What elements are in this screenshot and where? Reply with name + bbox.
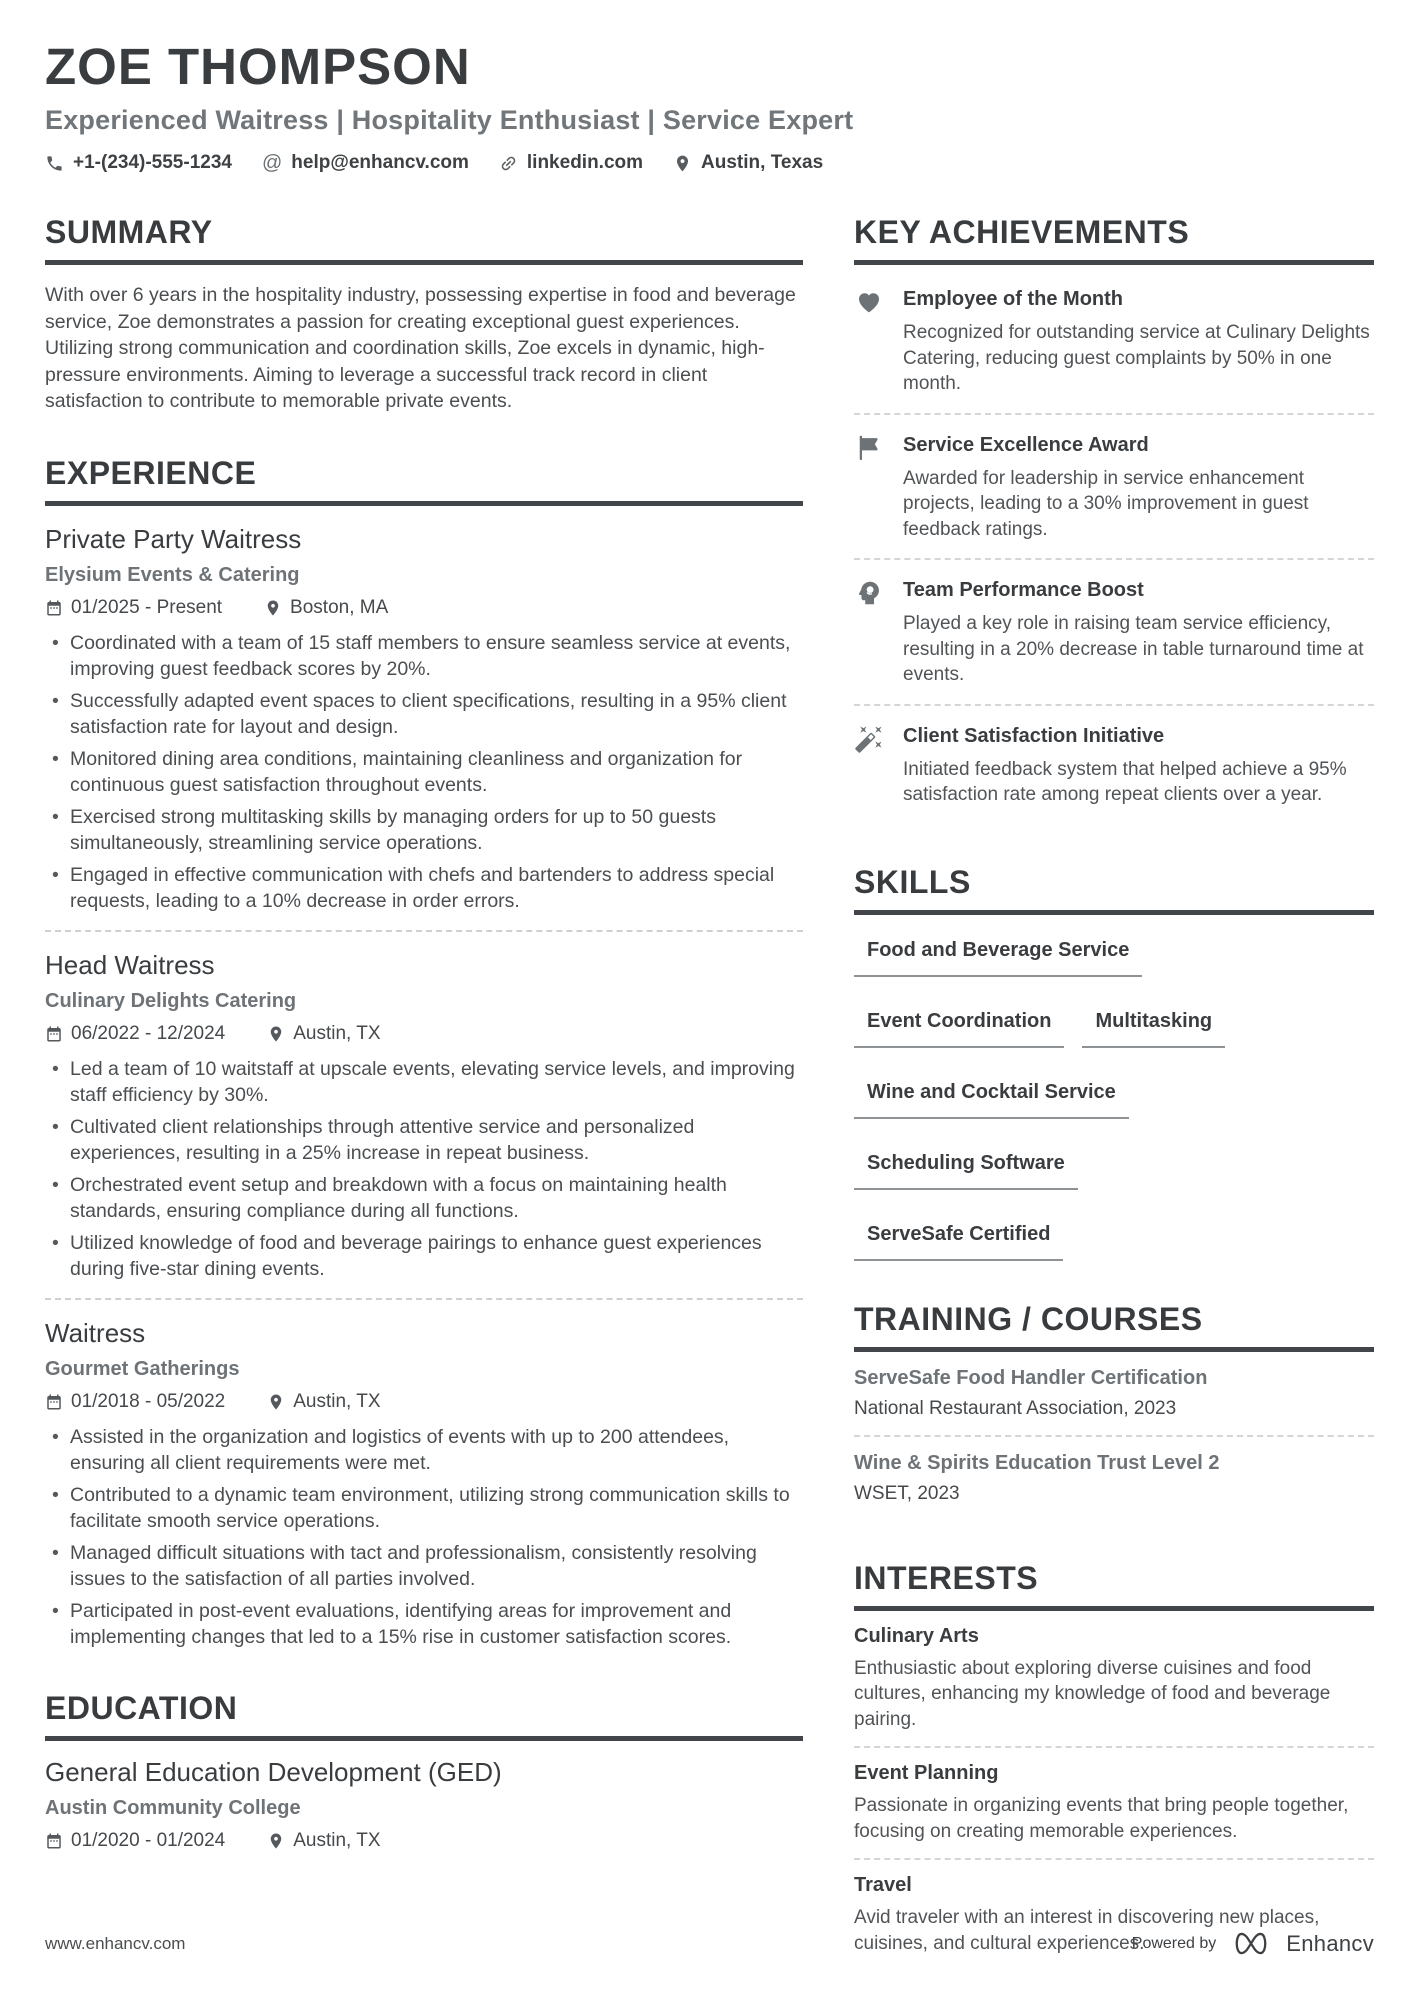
page-footer <box>45 1930 1374 1957</box>
education-school: Austin Community College <box>45 1796 301 1819</box>
experience-entry <box>45 932 803 1300</box>
candidate-name: ZOE THOMPSON <box>45 38 471 95</box>
experience-section <box>45 455 803 1650</box>
job-bullet: • Managed difficult situations with tact and professionalism, consistently resolving issues to the satisfaction of all parties involved. <box>45 1540 803 1592</box>
skills-section <box>854 864 1374 1261</box>
interest-item <box>854 1611 1374 1747</box>
location-icon <box>267 1393 285 1411</box>
job-location-text: Austin, TX <box>293 1390 381 1412</box>
skills-row <box>854 1010 1374 1048</box>
course-item <box>854 1437 1374 1520</box>
interest-text: Enthusiastic about exploring diverse cuisines and food cultures, enhancing my knowledge of food and beverage pairing. <box>854 1657 1331 1730</box>
job-dates-text: 01/2018 - 05/2022 <box>71 1390 226 1412</box>
experience-entry <box>45 506 803 932</box>
job-location <box>264 597 388 619</box>
enhancv-logo-icon <box>1228 1930 1274 1957</box>
contact-email[interactable] <box>262 152 469 174</box>
achievement-title: Employee of the Month <box>903 288 1123 311</box>
job-bullet: • Coordinated with a team of 15 staff members to ensure seamless service at events, improving guest feedback scores by 20%. <box>45 630 803 682</box>
right-column <box>854 214 1374 1995</box>
interests-section <box>854 1560 1374 1971</box>
footer-website: www.enhancv.com <box>45 1933 186 1953</box>
achievements-heading: KEY ACHIEVEMENTS <box>854 214 1374 265</box>
education-dates <box>45 1830 225 1852</box>
skills-row <box>854 939 1374 977</box>
skills-row <box>854 1152 1374 1190</box>
experience-heading: EXPERIENCE <box>45 455 803 506</box>
job-bullet: • Engaged in effective communication with chefs and bartenders to address special requests, leading to a 10% decrease in order errors. <box>45 862 803 914</box>
wand-icon <box>854 722 886 808</box>
interests-heading: INTERESTS <box>854 1560 1374 1611</box>
job-bullet: • Led a team of 10 waitstaff at upscale events, elevating service levels, and improving staff efficiency by 30%. <box>45 1056 803 1108</box>
job-bullet: • Orchestrated event setup and breakdown with a focus on maintaining health standards, ensuring compliance during all functions. <box>45 1172 803 1224</box>
summary-text: With over 6 years in the hospitality industry, possessing expertise in food and beverage service, Zoe demonstrates a passion for creating exceptional guest experiences. Utilizing strong communication and coordination skills, Zoe excels in dynamic, high-pressure environments. Aiming to leverage a successful track record in client satisfaction to contribute to memorable private events. <box>45 284 796 413</box>
job-dates <box>45 1391 225 1413</box>
job-dates <box>45 597 222 619</box>
job-company: Elysium Events & Catering <box>45 563 300 586</box>
location-icon <box>267 1025 285 1043</box>
training-heading: TRAINING / COURSES <box>854 1301 1374 1352</box>
interest-item <box>854 1748 1374 1858</box>
skills-row <box>854 1081 1374 1119</box>
training-section <box>854 1301 1374 1520</box>
job-bullets <box>45 1424 803 1650</box>
course-item <box>854 1352 1374 1435</box>
contact-linkedin[interactable] <box>499 152 643 174</box>
candidate-headline: Experienced Waitress | Hospitality Enthusiast | Service Expert <box>45 105 854 136</box>
location-icon <box>673 154 692 173</box>
skills-list <box>854 915 1374 1261</box>
achievement-text: Awarded for leadership in service enhancement projects, leading to a 30% improvement in guest feedback ratings. <box>903 467 1309 540</box>
calendar-icon <box>45 599 63 617</box>
job-dates-text: 01/2025 - Present <box>71 596 223 618</box>
powered-by-label: Powered by <box>1131 1934 1217 1952</box>
achievement-text: Played a key role in raising team service efficiency, resulting in a 20% decrease in table turnaround time at events. <box>903 613 1364 686</box>
heart-icon <box>854 285 886 397</box>
achievement-title: Client Satisfaction Initiative <box>903 724 1165 747</box>
job-bullet: • Exercised strong multitasking skills by managing orders for up to 50 guests simultaneously, streamlining service operations. <box>45 804 803 856</box>
skill-item: Event Coordination <box>854 1010 1064 1048</box>
head-icon <box>854 576 886 688</box>
job-meta <box>45 1023 803 1045</box>
job-location <box>267 1391 380 1413</box>
job-bullet: • Participated in post-event evaluations, identifying areas for improvement and implementing changes that led to a 15% rise in customer satisfaction scores. <box>45 1598 803 1650</box>
skill-item: Food and Beverage Service <box>854 939 1142 977</box>
achievement-text: Initiated feedback system that helped achieve a 95% satisfaction rate among repeat clients over a year. <box>903 758 1347 806</box>
job-location-text: Boston, MA <box>290 596 389 618</box>
achievement-body <box>903 722 1374 808</box>
job-bullet: • Assisted in the organization and logistics of events with up to 200 attendees, ensuring all client requirements were met. <box>45 1424 803 1476</box>
interest-title: Culinary Arts <box>854 1624 979 1647</box>
skill-item: Multitasking <box>1082 1010 1225 1048</box>
achievement-item <box>854 415 1374 559</box>
contact-row <box>45 152 1374 174</box>
calendar-icon <box>45 1832 63 1850</box>
job-dates <box>45 1023 225 1045</box>
job-bullet: • Cultivated client relationships through attentive service and personalized experiences, resulting in a 25% increase in repeat business. <box>45 1114 803 1166</box>
experience-entry <box>45 1300 803 1650</box>
job-location-text: Austin, TX <box>293 1022 381 1044</box>
achievement-text: Recognized for outstanding service at Culinary Delights Catering, reducing guest complaints by 50% in one month. <box>903 322 1370 395</box>
calendar-icon <box>45 1025 63 1043</box>
education-dates-text: 01/2020 - 01/2024 <box>71 1829 226 1851</box>
skills-row <box>854 1223 1374 1261</box>
summary-heading: SUMMARY <box>45 214 803 265</box>
job-title: Waitress <box>45 1317 146 1348</box>
job-dates-text: 06/2022 - 12/2024 <box>71 1022 226 1044</box>
job-bullets <box>45 1056 803 1282</box>
achievement-item <box>854 265 1374 413</box>
left-column <box>45 214 803 1995</box>
achievement-title: Team Performance Boost <box>903 579 1144 602</box>
at-icon: @ <box>261 152 283 175</box>
achievement-body <box>903 431 1374 543</box>
job-location <box>267 1023 380 1045</box>
job-bullet: • Monitored dining area conditions, maintaining cleanliness and organization for continuous guest satisfaction throughout events. <box>45 746 803 798</box>
location-icon <box>264 599 282 617</box>
course-title: Wine & Spirits Education Trust Level 2 <box>854 1451 1220 1474</box>
enhancv-wordmark: Enhancv <box>1286 1930 1374 1956</box>
interest-text: Passionate in organizing events that bring people together, focusing on creating memorable experiences. <box>854 1795 1349 1842</box>
skills-heading: SKILLS <box>854 864 1374 915</box>
achievement-body <box>903 285 1374 397</box>
achievement-title: Service Excellence Award <box>903 433 1149 456</box>
contact-email-text: help@enhancv.com <box>291 152 469 174</box>
summary-section <box>45 214 803 415</box>
job-bullet: • Successfully adapted event spaces to client specifications, resulting in a 95% client satisfaction rate for layout and design. <box>45 688 803 740</box>
phone-icon <box>45 154 64 173</box>
powered-by-group <box>1132 1930 1374 1957</box>
education-section <box>45 1690 803 1852</box>
course-org: WSET, 2023 <box>854 1482 960 1504</box>
interest-text: Avid traveler with an interest in discovering new places, cuisines, and cultural experiences. <box>854 1907 1320 1954</box>
job-title: Head Waitress <box>45 949 215 980</box>
education-location <box>267 1830 380 1852</box>
education-location-text: Austin, TX <box>293 1829 381 1851</box>
location-icon <box>267 1832 285 1850</box>
education-degree: General Education Development (GED) <box>45 1756 502 1787</box>
link-icon <box>495 150 522 177</box>
contact-location <box>673 152 823 174</box>
job-bullet: • Contributed to a dynamic team environment, utilizing strong communication skills to facilitate smooth service operations. <box>45 1482 803 1534</box>
resume-header <box>45 38 1374 174</box>
calendar-icon <box>45 1393 63 1411</box>
interest-title: Event Planning <box>854 1762 999 1785</box>
achievement-body <box>903 576 1374 688</box>
contact-location-text: Austin, Texas <box>701 152 824 174</box>
achievement-item <box>854 560 1374 704</box>
contact-phone <box>45 152 232 174</box>
job-meta <box>45 1391 803 1413</box>
skill-item: ServeSafe Certified <box>854 1223 1063 1261</box>
job-bullets <box>45 630 803 914</box>
job-meta <box>45 597 803 619</box>
content-columns <box>45 214 1374 1995</box>
skill-item: Scheduling Software <box>854 1152 1078 1190</box>
education-meta <box>45 1830 803 1852</box>
achievement-item <box>854 706 1374 824</box>
job-company: Culinary Delights Catering <box>45 989 297 1012</box>
achievements-section <box>854 214 1374 824</box>
contact-linkedin-text: linkedin.com <box>526 152 644 174</box>
contact-phone-text: +1-(234)-555-1234 <box>73 152 232 174</box>
education-heading: EDUCATION <box>45 1690 803 1741</box>
job-title: Private Party Waitress <box>45 523 302 554</box>
skill-item: Wine and Cocktail Service <box>854 1081 1129 1119</box>
job-bullet: • Utilized knowledge of food and beverage pairings to enhance guest experiences during five-star dining events. <box>45 1230 803 1282</box>
interest-title: Travel <box>854 1874 912 1897</box>
flag-icon <box>854 431 886 543</box>
job-company: Gourmet Gatherings <box>45 1357 240 1380</box>
course-org: National Restaurant Association, 2023 <box>854 1397 1177 1419</box>
course-title: ServeSafe Food Handler Certification <box>854 1366 1208 1389</box>
